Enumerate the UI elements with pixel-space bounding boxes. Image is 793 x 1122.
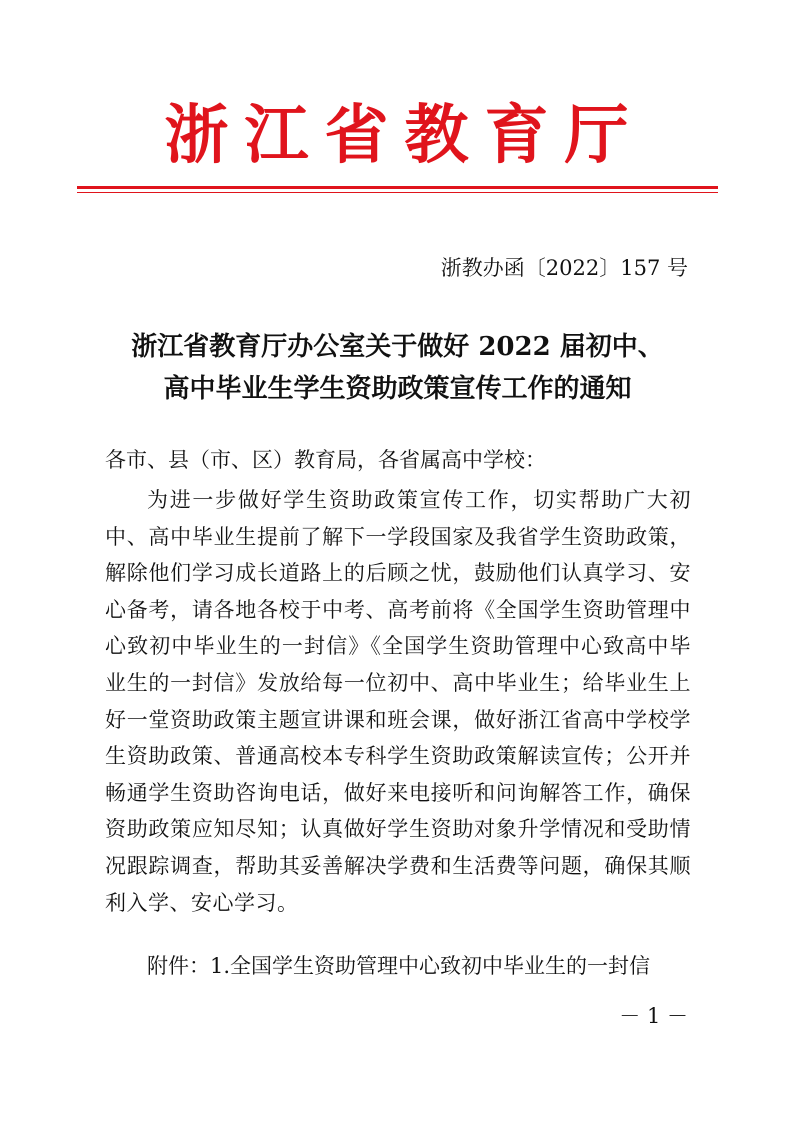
page-number: － 1 － [619, 1004, 688, 1028]
body-paragraph: 为进一步做好学生资助政策宣传工作，切实帮助广大初中、高中毕业生提前了解下一学段国家及我省学生资助政策，解除他们学习成长道路上的后顾之忧，鼓励他们认真学习、安心备考，请各地各校于中考、高考前将《全国学生资助管理中心致初中毕业生的一封信》《全国学生资助管理中心致高中毕业生的一封信》发放给每一位初中、高中毕业生；给毕业生上好一堂资助政策主题宣讲课和班会课，做好浙江省高中学校学生资助政策、普通高校本专科学生资助政策解读宣传；公开并畅通学生资助咨询电话，做好来电接听和问询解答工作，确保资助政策应知尽知；认真做好学生资助对象升学情况和受助情况跟踪调查，帮助其妥善解决学费和生活费等问题，确保其顺利入学、安心学习。 [105, 488, 691, 915]
masthead-title: 浙江省教育厅 [164, 99, 645, 173]
salutation: 各市、县（市、区）教育局，各省属高中学校： [105, 448, 546, 472]
red-divider-thick [77, 186, 718, 189]
document-number: 浙教办函〔2022〕157 号 [440, 256, 688, 280]
attachment-line: 附件：1.全国学生资助管理中心致初中毕业生的一封信 [147, 954, 651, 978]
red-divider-thin [77, 192, 718, 193]
document-title [77, 326, 718, 410]
title-line-2: 高中毕业生学生资助政策宣传工作的通知 [163, 374, 632, 404]
title-line-1: 浙江省教育厅办公室关于做好 2022 届初中、 [131, 332, 664, 362]
